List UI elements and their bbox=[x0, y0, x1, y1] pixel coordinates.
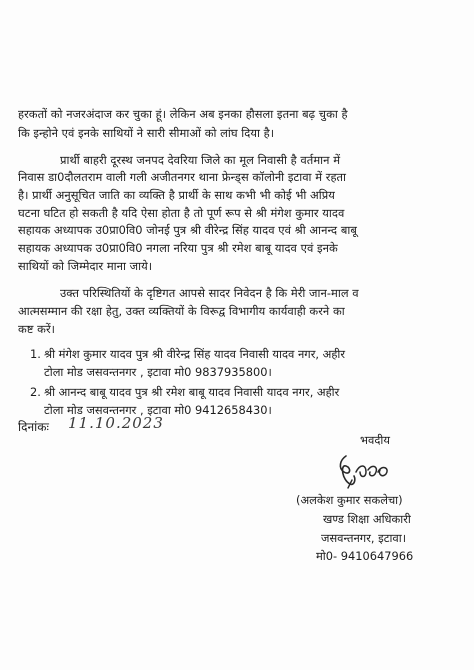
date-label: दिनांकः bbox=[18, 420, 49, 434]
signatory-place: जसवन्तनगर, इटावा। bbox=[321, 531, 407, 545]
para2-line: साथियों को जिम्मेदार माना जाये। bbox=[18, 259, 153, 273]
signature-image bbox=[332, 450, 392, 492]
para2-line: घटना घटित हो सकती है यदि ऐसा होता है तो पूर्ण रूप से श्री मंगेश कुमार यादव bbox=[18, 206, 345, 220]
salutation: भवदीय bbox=[360, 433, 390, 447]
para3-line: कष्ट करें। bbox=[18, 322, 56, 336]
para2-line: सहायक अध्यापक उ0प्रा0वि0 नगला नरिया पुत्र श्री रमेश बाबू यादव एवं इनके bbox=[18, 241, 338, 255]
para2-first-line: प्रार्थी बाहरी दूरस्थ जनपद देवरिया जिले का मूल निवासी है वर्तमान में bbox=[60, 153, 341, 167]
date-handwritten: 11.10.2023 bbox=[68, 414, 164, 432]
accused-1-line-1: श्री मंगेश कुमार यादव पुत्र श्री वीरेन्द्र सिंह यादव निवासी यादव नगर, अहीर bbox=[44, 347, 345, 361]
para3-line: आत्मसम्मान की रक्षा हेतु, उक्त व्यक्तियों के विरूद्व विभागीय कार्यवाही करने का bbox=[18, 304, 345, 318]
accused-1-line-2: टोला मोड जसवन्तनगर , इटावा मो0 9837935800। bbox=[44, 365, 272, 379]
list-number: 1. bbox=[30, 347, 41, 361]
para3-first-line: उक्त परिस्थितियों के दृष्टिगत आपसे सादर निवेदन है कि मेरी जान-माल व bbox=[60, 286, 359, 300]
para2-line: निवास डा0दौलतराम वाली गली अजीतनगर थाना फ्रेन्ड्स कॉलोनी इटावा में रहता bbox=[18, 170, 347, 184]
para2-line: है। प्रार्थी अनुसूचित जाति का व्यक्ति है प्रार्थी के साथ कभी भी कोई भी अप्रिय bbox=[18, 188, 335, 202]
signatory-phone: मो0- 9410647966 bbox=[316, 549, 414, 563]
para2-line: सहायक अध्यापक उ0प्रा0वि0 जोनई पुत्र श्री वीरेन्द्र सिंह यादव एवं श्री आनन्द बाबू bbox=[18, 223, 357, 237]
accused-2-line-2: टोला मोड जसवन्तनगर , इटावा मो0 9412658430। bbox=[44, 403, 272, 417]
body-line: कि इन्होने एवं इनके साथियों ने सारी सीमाओं को लांघ दिया है। bbox=[18, 126, 275, 140]
signatory-designation: खण्ड शिक्षा अधिकारी bbox=[323, 512, 411, 526]
signatory-name: (अलकेश कुमार सकलेचा) bbox=[296, 493, 403, 507]
list-number: 2. bbox=[30, 385, 41, 399]
body-line: हरकतों को नजरअंदाज कर चुका हूं। लेकिन अब इनका हौसला इतना बढ़ चुका है bbox=[18, 107, 348, 121]
accused-2-line-1: श्री आनन्द बाबू यादव पुत्र श्री रमेश बाबू यादव निवासी यादव नगर, अहीर bbox=[44, 385, 340, 399]
